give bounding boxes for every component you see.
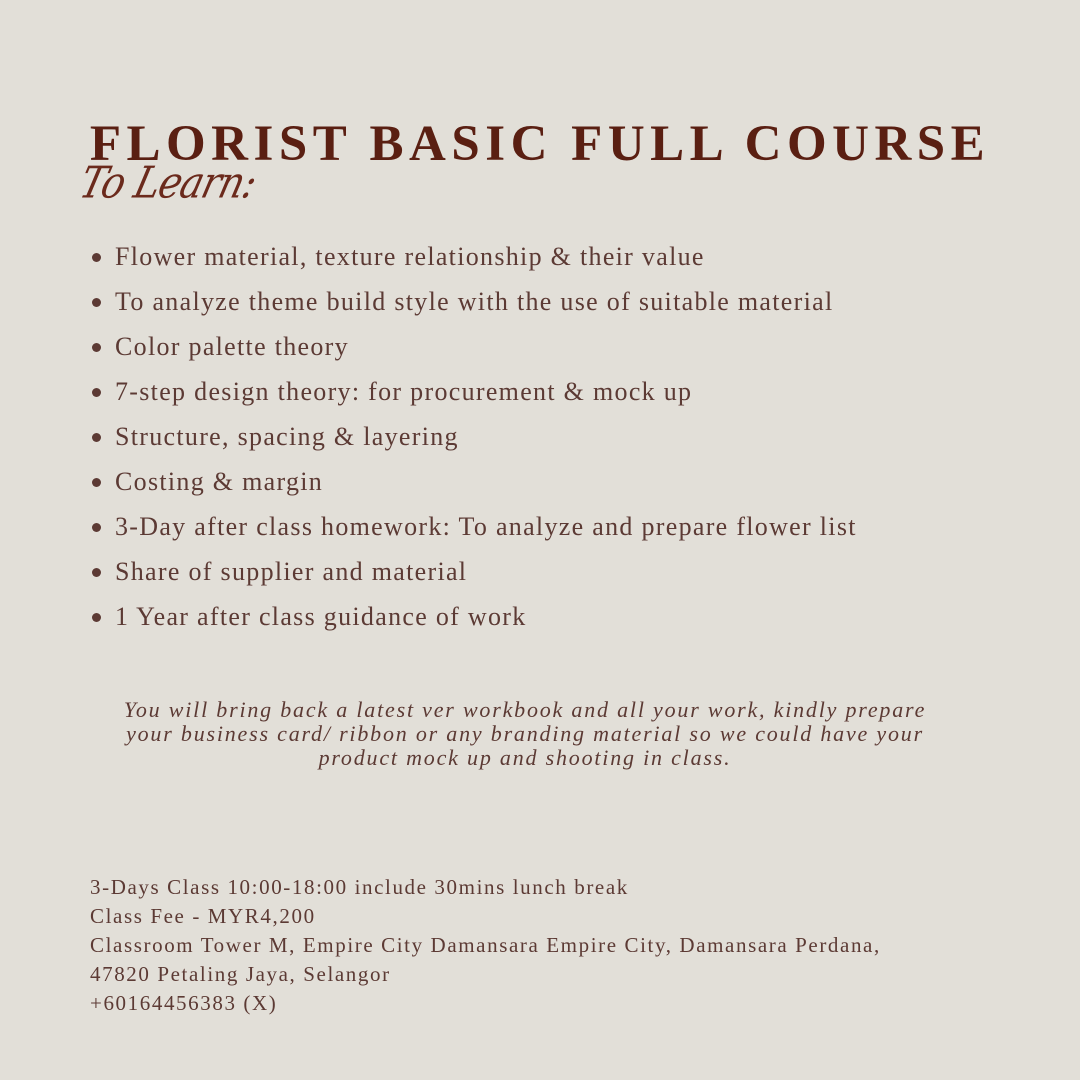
list-item: [92, 369, 857, 414]
list-item-text: To analyze theme build style with the use of suitable material: [115, 287, 834, 316]
bullet-icon: [92, 253, 101, 262]
workbook-note: [90, 698, 960, 770]
learn-list: [92, 234, 857, 639]
bullet-icon: [92, 568, 101, 577]
class-address-city: 47820 Petaling Jaya, Selangor: [90, 962, 391, 986]
class-info: [90, 873, 1050, 1018]
list-item: [92, 279, 857, 324]
class-address: Classroom Tower M, Empire City Damansara Empire City, Damansara Perdana,: [90, 933, 881, 957]
list-item-text: 3-Day after class homework: To analyze and prepare flower list: [115, 512, 857, 541]
list-item: [92, 504, 857, 549]
list-item-text: Structure, spacing & layering: [115, 422, 459, 451]
list-item-text: Color palette theory: [115, 332, 349, 361]
list-item: [92, 234, 857, 279]
list-item-text: 7-step design theory: for procurement & mock up: [115, 377, 693, 406]
list-item: [92, 459, 857, 504]
list-item-text: Costing & margin: [115, 467, 324, 496]
list-item: [92, 594, 857, 639]
list-item: [92, 414, 857, 459]
list-item: [92, 324, 857, 369]
bullet-icon: [92, 613, 101, 622]
bullet-icon: [92, 523, 101, 532]
bullet-icon: [92, 298, 101, 307]
bullet-icon: [92, 388, 101, 397]
class-schedule: 3-Days Class 10:00-18:00 include 30mins lunch break: [90, 875, 629, 899]
to-learn-heading: To Learn:: [74, 157, 262, 208]
course-title: FLORIST BASIC FULL COURSE: [89, 116, 991, 172]
list-item-text: Flower material, texture relationship & their value: [115, 242, 705, 271]
list-item: [92, 549, 857, 594]
contact-phone: +60164456383 (X): [90, 991, 278, 1015]
bullet-icon: [92, 478, 101, 487]
note-line: You will bring back a latest ver workbook and all your work, kindly prepare: [123, 697, 927, 722]
note-line: product mock up and shooting in class.: [318, 745, 732, 770]
list-item-text: 1 Year after class guidance of work: [115, 602, 527, 631]
bullet-icon: [92, 343, 101, 352]
list-item-text: Share of supplier and material: [115, 557, 468, 586]
note-line: your business card/ ribbon or any branding material so we could have your: [126, 721, 924, 746]
bullet-icon: [92, 433, 101, 442]
class-fee: Class Fee - MYR4,200: [90, 904, 316, 928]
